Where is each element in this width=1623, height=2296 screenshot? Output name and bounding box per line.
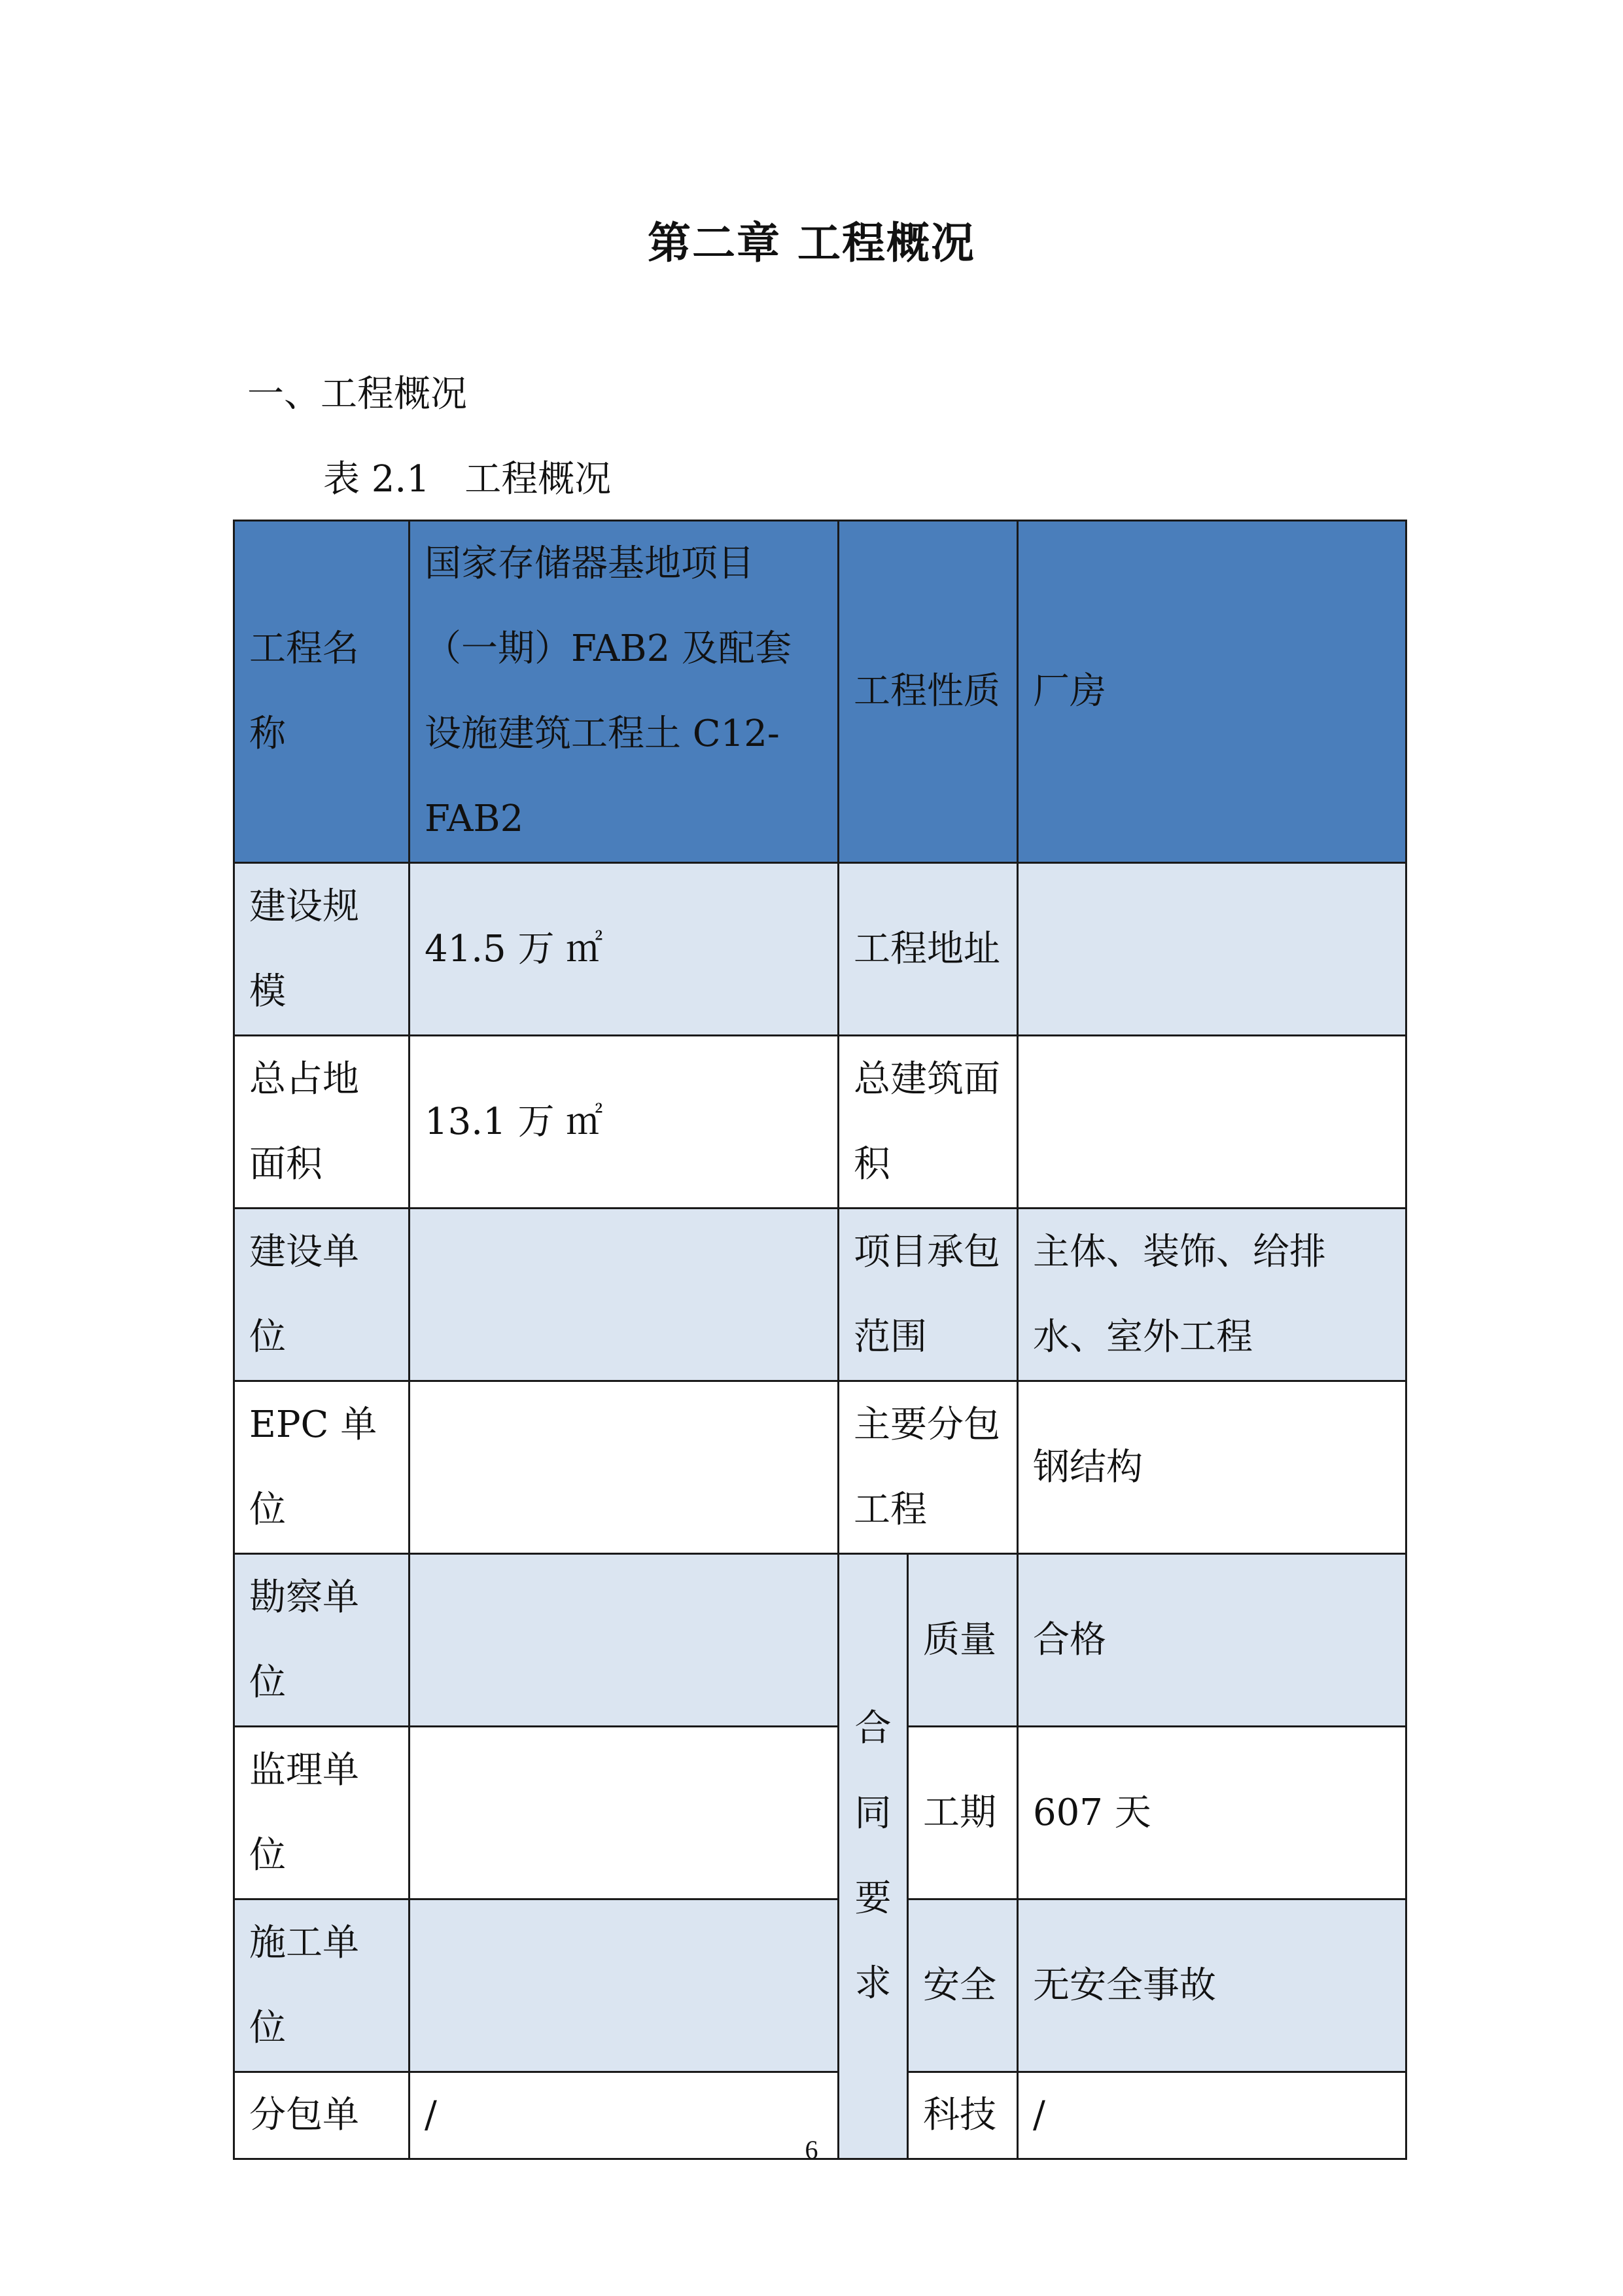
project-address-value	[1018, 863, 1406, 1036]
project-name-label: 工程名称	[234, 521, 410, 863]
land-area-label: 总占地面积	[234, 1036, 410, 1209]
project-nature-label: 工程性质	[839, 521, 1018, 863]
project-name-value: 国家存储器基地项目（一期）FAB2 及配套设施建筑工程土 C12-FAB2	[410, 521, 839, 863]
building-area-label: 总建筑面积	[839, 1036, 1018, 1209]
subcontract-unit-value: /	[410, 2072, 839, 2159]
construction-scale-value: 41.5 万 ㎡	[410, 863, 839, 1036]
contract-requirements-label	[839, 1554, 908, 2159]
land-area-value: 13.1 万 ㎡	[410, 1036, 839, 1209]
table-caption: 表 2.1 工程概况	[323, 458, 612, 501]
quality-label: 质量	[908, 1554, 1018, 1727]
construction-scale-label: 建设规模	[234, 863, 410, 1036]
table-row	[234, 1209, 1406, 1381]
epc-unit-label: EPC 单位	[234, 1381, 410, 1554]
main-subcontract-value: 钢结构	[1018, 1381, 1406, 1554]
table-row	[234, 1036, 1406, 1209]
page-number: 6	[805, 2135, 818, 2164]
table-row	[234, 1554, 1406, 1727]
section-heading: 一、工程概况	[247, 373, 467, 415]
supervision-unit-label: 监理单位	[234, 1727, 410, 1899]
safety-value: 无安全事故	[1018, 1899, 1406, 2072]
chapter-title: 第二章 工程概况	[648, 218, 975, 268]
survey-unit-label: 勘察单位	[234, 1554, 410, 1727]
technology-value: /	[1018, 2072, 1406, 2159]
table-row	[234, 1899, 1406, 2072]
project-address-label: 工程地址	[839, 863, 1018, 1036]
main-subcontract-label: 主要分包工程	[839, 1381, 1018, 1554]
contract-label-char: 合	[854, 1707, 892, 1750]
project-nature-value: 厂房	[1018, 521, 1406, 863]
epc-unit-value	[410, 1381, 839, 1554]
table-row	[234, 1381, 1406, 1554]
contract-scope-value: 主体、装饰、给排水、室外工程	[1018, 1209, 1406, 1381]
duration-label: 工期	[908, 1727, 1018, 1899]
survey-unit-value	[410, 1554, 839, 1727]
table-row	[234, 863, 1406, 1036]
table-row	[234, 1727, 1406, 1899]
building-area-value	[1018, 1036, 1406, 1209]
owner-unit-value	[410, 1209, 839, 1381]
duration-value: 607 天	[1018, 1727, 1406, 1899]
owner-unit-label: 建设单位	[234, 1209, 410, 1381]
contract-label-char: 求	[854, 1962, 892, 2005]
supervision-unit-value	[410, 1727, 839, 1899]
construction-unit-value	[410, 1899, 839, 2072]
technology-label: 科技	[908, 2072, 1018, 2159]
project-overview-table	[233, 520, 1407, 2160]
contract-scope-label: 项目承包范围	[839, 1209, 1018, 1381]
quality-value: 合格	[1018, 1554, 1406, 1727]
table-row	[234, 521, 1406, 863]
safety-label: 安全	[908, 1899, 1018, 2072]
contract-label-char: 要	[854, 1877, 892, 1920]
construction-unit-label: 施工单位	[234, 1899, 410, 2072]
contract-label-char: 同	[854, 1792, 892, 1835]
subcontract-unit-label: 分包单	[234, 2072, 410, 2159]
